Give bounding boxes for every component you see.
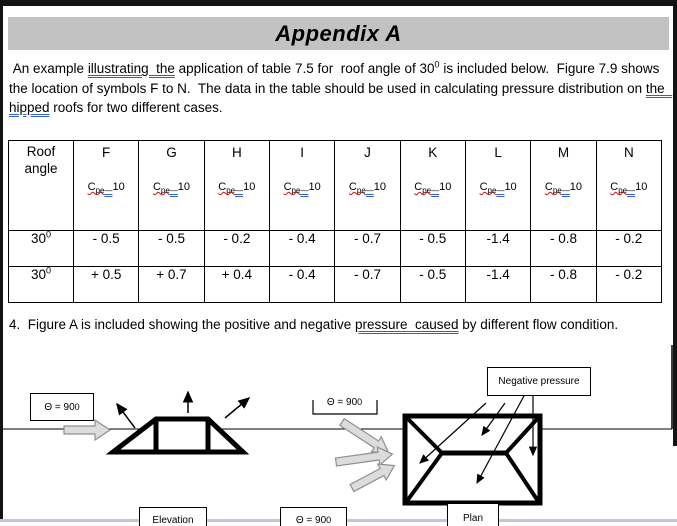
table-cell: -1.4	[465, 231, 530, 267]
zone-header-F: F $C_{pe—}10$	[74, 141, 139, 231]
intro-text: is included below. Figure 7.9 shows the location of symbols F to N. The data in the table should be used in calculating pressure distribution on	[9, 61, 664, 96]
coef-label: $C_{pe—}10$	[152, 181, 191, 196]
coef-label: $C_{pe—}10$	[544, 181, 583, 196]
table-cell: - 0.5	[139, 231, 204, 267]
intro-text: An example	[9, 61, 88, 76]
coef-label: $C_{pe—}10$	[218, 181, 256, 196]
angle-cell: $30^0$	[9, 231, 74, 267]
grammar-underline-2: the hipped	[9, 80, 673, 115]
coef-label: $C_{pe—}10$	[479, 181, 517, 196]
coef-label: $C_{pe—}10$	[610, 181, 648, 196]
negative-pressure-label: Negative pressure	[487, 367, 591, 396]
table-cell: - 0.7	[335, 267, 400, 303]
note-paragraph	[9, 317, 669, 332]
table-cell: - 0.5	[400, 231, 465, 267]
table-cell: - 0.4	[269, 231, 334, 267]
theta-label-bottom: Θ = 90 0	[280, 507, 347, 526]
theta-label-elevation: Θ = 90 0	[30, 393, 94, 421]
coef-label: $C_{pe—}10$	[348, 181, 387, 196]
table-row	[9, 267, 662, 303]
note-text: by different flow condition.	[458, 317, 619, 332]
table-cell: - 0.2	[596, 231, 661, 267]
note-text: 4. Figure A is included showing the positive and negative	[9, 317, 355, 332]
zone-header-H: H $C_{pe—}10$	[204, 141, 269, 231]
wind-arrows-plan	[335, 414, 399, 495]
zone-header-I: I $C_{pe—}10$	[269, 141, 334, 231]
zone-header-L: L $C_{pe—}10$	[465, 141, 530, 231]
intro-text: roofs for two different cases.	[49, 100, 223, 115]
theta-label-plan: Θ = 90 0	[326, 396, 363, 408]
wind-arrow-icon	[64, 420, 110, 440]
table-cell: + 0.7	[139, 267, 204, 303]
elevation-caption: Elevation	[139, 507, 207, 526]
coef-label: $C_{pe—}10$	[283, 181, 321, 196]
intro-paragraph	[9, 59, 673, 118]
table-cell: - 0.7	[335, 231, 400, 267]
coef-label: $C_{pe—}10$	[87, 181, 125, 196]
page-border-top	[0, 0, 677, 6]
table-cell: - 0.2	[596, 267, 661, 303]
degree-sup: 0	[434, 59, 440, 70]
table-cell: -1.4	[465, 267, 530, 303]
table-cell: + 0.4	[204, 267, 269, 303]
table-cell: + 0.5	[74, 267, 139, 303]
page-title: Appendix A	[275, 20, 402, 46]
angle-cell: $30^0$	[9, 267, 74, 303]
coef-label: $C_{pe—}10$	[414, 181, 452, 196]
zone-header-G: G $C_{pe—}10$	[139, 141, 204, 231]
table-header-row	[9, 141, 662, 231]
table-row	[9, 231, 662, 267]
zone-header-K: K $C_{pe—}10$	[400, 141, 465, 231]
table-cell: - 0.5	[74, 231, 139, 267]
table-cell: - 0.5	[400, 267, 465, 303]
zone-header-M: M $C_{pe—}10$	[531, 141, 596, 231]
table-cell: - 0.8	[531, 231, 596, 267]
grammar-underline-1: illustrating the	[87, 61, 175, 76]
table-cell: - 0.2	[204, 231, 269, 267]
title-bar	[8, 17, 669, 50]
zone-header-J: J $C_{pe—}10$	[335, 141, 400, 231]
plan-roof-shape	[405, 416, 540, 503]
intro-text: application of table 7.5 for roof angle of 30	[174, 61, 435, 76]
zone-header-N: N $C_{pe—}10$	[596, 141, 661, 231]
plan-caption: Plan	[447, 503, 499, 526]
table-cell: - 0.4	[269, 267, 334, 303]
table-cell: - 0.8	[531, 267, 596, 303]
grammar-underline-3: pressure caused	[354, 317, 459, 332]
pressure-coefficient-table	[8, 140, 662, 303]
corner-header: Roof angle	[9, 141, 74, 231]
